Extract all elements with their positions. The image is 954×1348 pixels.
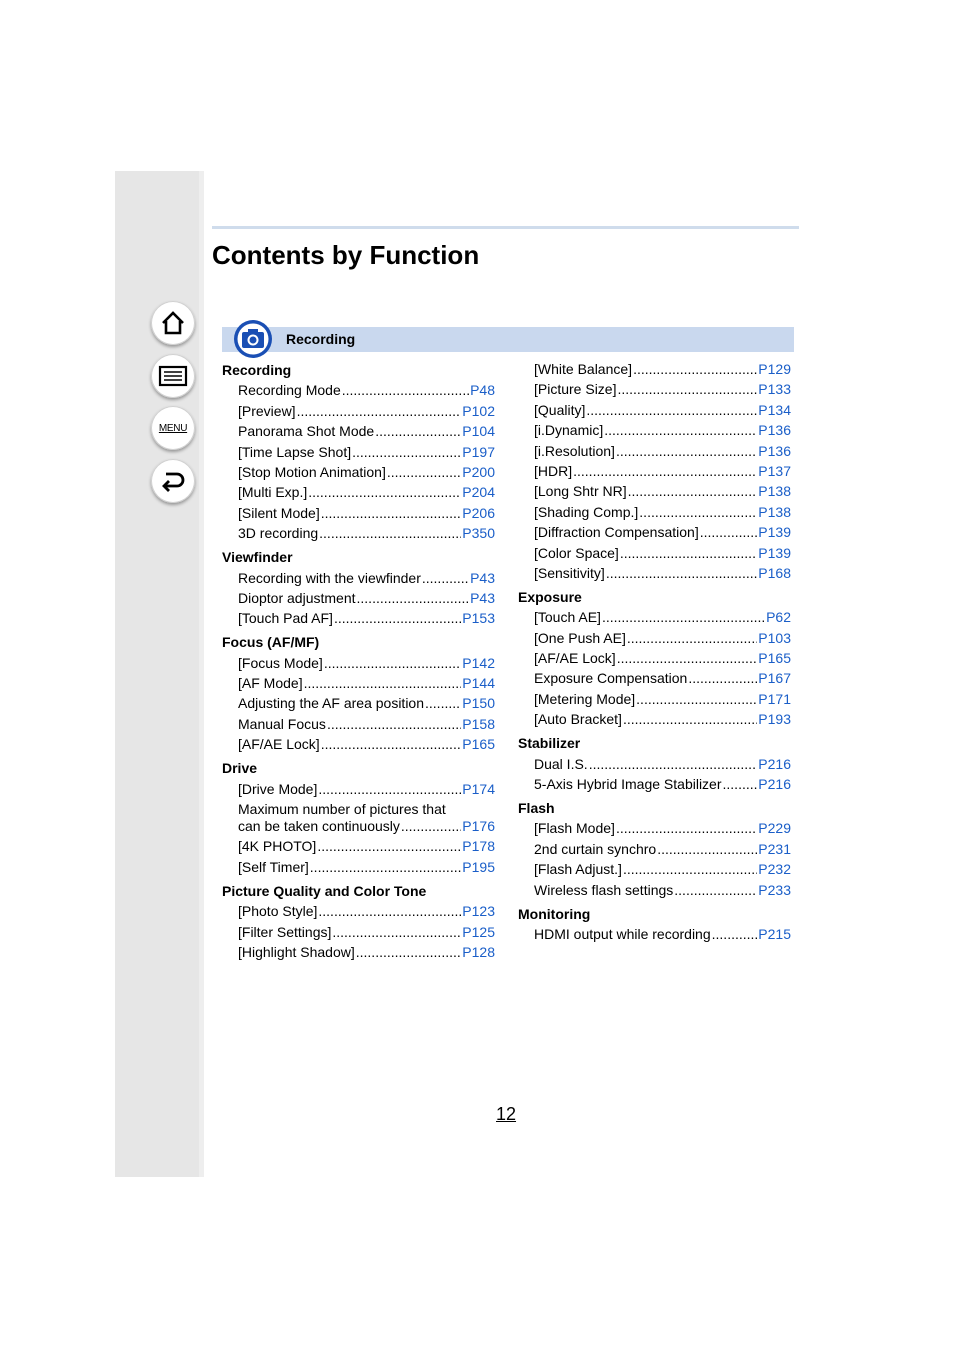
page-link[interactable]: P62: [766, 609, 791, 626]
page-link[interactable]: P123: [462, 903, 495, 920]
home-button[interactable]: [151, 301, 195, 345]
entry-label: [Color Space]: [534, 544, 619, 561]
menu-label: MENU: [158, 422, 188, 434]
page-link[interactable]: P165: [462, 736, 495, 753]
toc-entry: [222, 695, 495, 712]
dot-leader: [356, 944, 462, 961]
entry-label: Manual Focus: [238, 715, 326, 732]
page-link[interactable]: P350: [462, 525, 495, 542]
home-icon: [159, 309, 187, 337]
page-link[interactable]: P104: [462, 423, 495, 440]
dot-leader: [387, 464, 461, 481]
page-link[interactable]: P48: [470, 382, 495, 399]
page-link[interactable]: P136: [758, 442, 791, 459]
entry-label: HDMI output while recording: [534, 925, 711, 942]
category-heading: Viewfinder: [222, 549, 293, 566]
dot-leader: [586, 402, 757, 419]
entry-label: [AF/AE Lock]: [238, 736, 320, 753]
page-link[interactable]: P168: [758, 564, 791, 581]
toc-entry: [222, 859, 495, 876]
page-link[interactable]: P129: [758, 361, 791, 377]
contents-button[interactable]: [151, 354, 195, 398]
category-heading: Focus (AF/MF): [222, 634, 320, 651]
dot-leader: [310, 859, 462, 876]
section-banner: [222, 327, 794, 352]
entry-label: [Focus Mode]: [238, 654, 323, 671]
toc-entry: [222, 838, 495, 855]
entry-label: 2nd curtain synchro: [534, 840, 657, 857]
category-heading: Monitoring: [518, 905, 591, 922]
dot-leader: [401, 818, 461, 835]
toc-entry: [222, 818, 495, 835]
side-panel-edge: [199, 171, 204, 1177]
toc-entry: [222, 444, 495, 461]
dot-leader: [602, 609, 765, 626]
page-link[interactable]: P206: [462, 504, 495, 521]
entry-label: [Highlight Shadow]: [238, 943, 355, 960]
toc-entry: [222, 716, 495, 733]
page-link[interactable]: P167: [758, 670, 791, 687]
dot-leader: [616, 820, 757, 837]
dot-leader: [700, 524, 758, 541]
toc-entry: [518, 630, 791, 647]
toc-entry: [222, 464, 495, 481]
dot-leader: [617, 381, 757, 398]
toc-entry: [222, 505, 495, 522]
entry-label: [AF/AE Lock]: [534, 650, 616, 667]
dot-leader: [352, 444, 461, 461]
toc-entry: [518, 443, 791, 460]
category-heading: Exposure: [518, 588, 582, 605]
toc-entry: [518, 776, 791, 793]
dot-leader: [688, 670, 757, 687]
page-link[interactable]: P136: [758, 422, 791, 439]
dot-leader: [639, 504, 757, 521]
page-link[interactable]: P233: [758, 881, 791, 898]
dot-leader: [317, 838, 461, 855]
toc-entry: [518, 609, 791, 626]
entry-label: [Preview]: [238, 402, 296, 419]
entry-label: [Shading Comp.]: [534, 503, 639, 520]
toc-entry: [222, 570, 495, 587]
dot-leader: [422, 570, 469, 587]
page-link[interactable]: P216: [758, 755, 791, 772]
page-link[interactable]: P195: [462, 858, 495, 875]
toc-entry: [222, 944, 495, 961]
toc-entry: [518, 545, 791, 562]
dot-leader: [627, 630, 757, 647]
toc-entry: [222, 423, 495, 440]
toc-entry: [518, 402, 791, 419]
entry-label: 3D recording: [238, 525, 319, 542]
toc-entry: [518, 524, 791, 541]
page-link[interactable]: P200: [462, 463, 495, 480]
toc-entry: [518, 841, 791, 858]
dot-leader: [375, 423, 461, 440]
page-link[interactable]: P232: [758, 861, 791, 878]
entry-label: [Auto Bracket]: [534, 711, 622, 728]
entry-label: [Sensitivity]: [534, 564, 605, 581]
entry-label: Recording with the viewfinder: [238, 569, 421, 586]
page-link[interactable]: P144: [462, 675, 495, 692]
page-link[interactable]: P165: [758, 650, 791, 667]
entry-label: [Touch AE]: [534, 609, 601, 626]
entry-label: Maximum number of pictures that: [238, 801, 446, 818]
dot-leader: [616, 443, 757, 460]
dot-leader: [573, 463, 757, 480]
dot-leader: [308, 484, 461, 501]
entry-label: [Filter Settings]: [238, 923, 332, 940]
entry-label: 5-Axis Hybrid Image Stabilizer: [534, 776, 722, 793]
toc-entry: [222, 924, 495, 941]
page-link[interactable]: P137: [758, 462, 791, 479]
entry-label: [Self Timer]: [238, 858, 309, 875]
entry-label: Exposure Compensation: [534, 670, 688, 687]
page-link[interactable]: P138: [758, 483, 791, 500]
category-heading: Drive: [222, 760, 258, 777]
entry-label: [Quality]: [534, 401, 586, 418]
entry-label: Panorama Shot Mode: [238, 423, 375, 440]
dot-leader: [332, 924, 461, 941]
right-column: [518, 361, 791, 943]
entry-label: [4K PHOTO]: [238, 838, 317, 855]
dot-leader: [357, 590, 470, 607]
page-link[interactable]: P43: [470, 589, 495, 606]
list-icon: [158, 364, 188, 388]
entry-label: [Metering Mode]: [534, 690, 636, 707]
toc-entry: [222, 525, 495, 542]
page-link[interactable]: P134: [758, 401, 791, 418]
toc-entry: [518, 820, 791, 837]
page-link[interactable]: P125: [462, 923, 495, 940]
entry-label: [Picture Size]: [534, 381, 617, 398]
dot-leader: [620, 545, 757, 562]
dot-leader: [318, 781, 461, 798]
page-link[interactable]: P193: [758, 711, 791, 728]
dot-leader: [318, 903, 461, 920]
entry-label: can be taken continuously: [238, 818, 400, 835]
page-link[interactable]: P171: [758, 690, 791, 707]
left-column: [222, 361, 495, 961]
toc-entry: [518, 882, 791, 899]
page-link[interactable]: P174: [462, 780, 495, 797]
page-link[interactable]: P178: [462, 838, 495, 855]
page-link[interactable]: P133: [758, 381, 791, 398]
dot-leader: [623, 711, 757, 728]
entry-label: [Photo Style]: [238, 903, 318, 920]
dot-leader: [327, 716, 461, 733]
toc-entry: [222, 590, 495, 607]
toc-entry: [518, 463, 791, 480]
menu-button[interactable]: [151, 406, 195, 450]
entry-label: [Diffraction Compensation]: [534, 524, 699, 541]
toc-entry-line: [222, 801, 495, 818]
entry-label: [AF Mode]: [238, 675, 303, 692]
entry-label: [HDR]: [534, 462, 573, 479]
dot-leader: [334, 610, 461, 627]
entry-label: [Time Lapse Shot]: [238, 443, 352, 460]
toc-entry: [518, 565, 791, 582]
toc-entry: [222, 903, 495, 920]
dot-leader: [604, 422, 757, 439]
page-link[interactable]: P43: [470, 569, 495, 586]
dot-leader: [617, 650, 758, 667]
toc-entry: [518, 422, 791, 439]
category-heading: Recording: [222, 362, 292, 378]
page-link[interactable]: P128: [462, 943, 495, 960]
entry-label: Recording Mode: [238, 382, 341, 399]
toc-entry: [222, 610, 495, 627]
page-link[interactable]: P138: [758, 503, 791, 520]
entry-label: [Touch Pad AF]: [238, 610, 333, 627]
dot-leader: [425, 695, 461, 712]
entry-label: [Silent Mode]: [238, 504, 320, 521]
page-link[interactable]: P150: [462, 695, 495, 712]
entry-label: [Stop Motion Animation]: [238, 463, 386, 480]
page-title: Contents by Function: [212, 240, 480, 270]
entry-label: [i.Resolution]: [534, 442, 615, 459]
toc-entry: [222, 781, 495, 798]
dot-leader: [324, 655, 461, 672]
entry-label: [Flash Mode]: [534, 820, 615, 837]
dot-leader: [628, 483, 758, 500]
page-link[interactable]: P139: [758, 544, 791, 561]
section-banner-label: Recording: [286, 331, 356, 347]
dot-leader: [657, 841, 757, 858]
dot-leader: [712, 926, 758, 943]
entry-label: [i.Dynamic]: [534, 422, 604, 439]
dot-leader: [321, 736, 462, 753]
toc-entry: [518, 504, 791, 521]
page-link[interactable]: P102: [462, 402, 495, 419]
dot-leader: [304, 675, 462, 692]
entry-label: [Long Shtr NR]: [534, 483, 627, 500]
entry-label: Dioptor adjustment: [238, 589, 356, 606]
entry-label: [One Push AE]: [534, 629, 626, 646]
entry-label: [Flash Adjust.]: [534, 861, 622, 878]
dot-leader: [623, 861, 757, 878]
entry-label: [Drive Mode]: [238, 780, 318, 797]
dot-leader: [674, 882, 757, 899]
toc-entry: [222, 403, 495, 420]
toc-entry: [518, 361, 791, 378]
page-link[interactable]: P142: [462, 654, 495, 671]
toc-entry: [518, 756, 791, 773]
dot-leader: [297, 403, 462, 420]
title-rule: [212, 226, 799, 229]
toc-entry: [222, 484, 495, 501]
page-link[interactable]: P231: [758, 840, 791, 857]
toc-entry: [518, 926, 791, 943]
entry-label: Adjusting the AF area position: [238, 695, 425, 712]
dot-leader: [633, 361, 757, 378]
toc-entry: [518, 691, 791, 708]
dot-leader: [321, 505, 462, 522]
dot-leader: [342, 382, 469, 399]
dot-leader: [319, 525, 461, 542]
page-number: 12: [496, 1104, 517, 1124]
toc-entry: [222, 655, 495, 672]
page-link[interactable]: P103: [758, 629, 791, 646]
page-link[interactable]: P158: [462, 715, 495, 732]
category-heading: Picture Quality and Color Tone: [222, 882, 427, 899]
entry-label: Wireless flash settings: [534, 881, 674, 898]
dot-leader: [723, 776, 758, 793]
toc-entry: [518, 381, 791, 398]
page-link[interactable]: P176: [462, 818, 495, 835]
return-arrow-icon: [159, 468, 187, 494]
toc-entry: [518, 861, 791, 878]
dot-leader: [606, 565, 757, 582]
page-link[interactable]: P197: [462, 443, 495, 460]
toc-entry: [518, 650, 791, 667]
toc-entry: [518, 670, 791, 687]
toc-entry: [518, 483, 791, 500]
toc-entry: [222, 736, 495, 753]
page-link[interactable]: P139: [758, 524, 791, 541]
entry-label: Dual I.S.: [534, 755, 588, 772]
category-heading: Stabilizer: [518, 735, 581, 752]
toc-entry: [222, 675, 495, 692]
toc-entry: [222, 382, 495, 399]
toc-entry: [518, 711, 791, 728]
back-button[interactable]: [151, 459, 195, 503]
dot-leader: [589, 756, 758, 773]
page-link[interactable]: P215: [758, 925, 791, 942]
entry-label: [Multi Exp.]: [238, 484, 308, 501]
dot-leader: [636, 691, 757, 708]
entry-label: [White Balance]: [534, 361, 633, 377]
page-link[interactable]: P204: [462, 484, 495, 501]
page-link[interactable]: P216: [758, 776, 791, 793]
camera-icon: [233, 319, 273, 359]
page-link[interactable]: P153: [462, 610, 495, 627]
category-heading: Flash: [518, 800, 555, 817]
page-link[interactable]: P229: [758, 820, 791, 837]
